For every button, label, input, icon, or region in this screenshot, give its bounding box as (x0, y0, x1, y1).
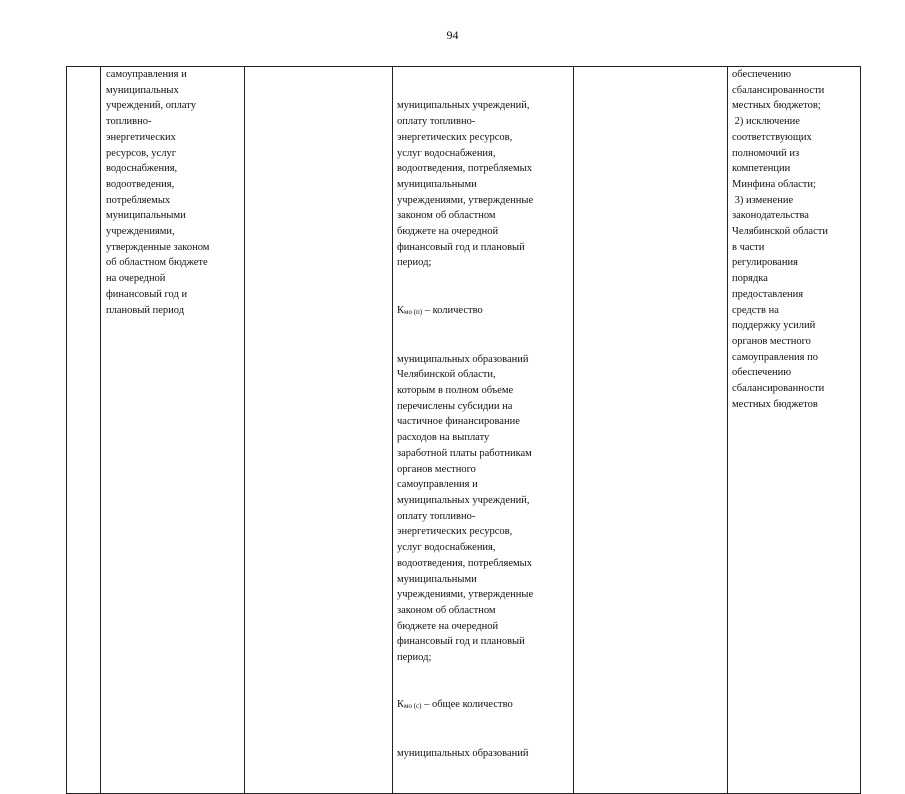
page-number: 94 (446, 28, 459, 42)
symbol-k-definition: – количество (422, 304, 483, 316)
table-cell-col5 (574, 67, 728, 794)
table-cell-col6 (728, 67, 861, 794)
col4-text (393, 67, 573, 793)
table-cell-col3 (245, 67, 393, 794)
symbol-k-main: К (397, 699, 405, 711)
table-row (67, 67, 861, 794)
col2-text: самоуправления и муниципальных учреждений, оплату топливно- энергетических ресурсов, услуг водоснабжения, водоотведения, потребляемых муниципальными учреждениями, утвержденные законом об областном бюджете на очередной финансовый год и плановый период (106, 69, 210, 316)
table-cell-col4 (393, 67, 574, 794)
document-table (66, 66, 861, 794)
col4-part1: муниципальных учреждений, оплату топливно- энергетических ресурсов, услуг водоснабжения, водоотведения, потребляемых муниципальными учреждениями, утвержденные законом об областном бюджете на очередной финансовый год и плановый период; (397, 100, 534, 269)
symbol-k-subscript: мо (п) (404, 307, 423, 316)
symbol-k-main: К (397, 304, 405, 316)
table-cell-col2 (101, 67, 245, 794)
symbol-k-subscript: мо (с) (404, 702, 422, 711)
col4-part2: муниципальных образований Челябинской области, которым в полном объеме перечислены субсидии на частичное финансирование расходов на выплату заработной платы работникам органов местного самоуправления и муниципальных учреждений, оплату топливно- энергетических ресурсов, услуг водоснабжения, водоотведения, потребляемых муниципальными учреждениями, утвержденные законом об областном бюджете на очередной финансовый год и плановый период; (397, 353, 534, 664)
col6-text: обеспечению сбалансированности местных бюджетов; 2) исключение соответствующих полномочий из компетенции Минфина области; 3) изменение законодательства Челябинской области в части регулирования порядка предоставления средств на поддержку усилий органов местного самоуправления по обеспечению сбалансированности местных бюджетов (732, 69, 828, 410)
col4-part3: муниципальных образований (397, 748, 529, 760)
symbol-k-mo-p (397, 303, 573, 321)
table-cell-col1 (67, 67, 101, 794)
symbol-k-mo-s (397, 697, 573, 715)
symbol-k-definition: – общее количество (421, 699, 513, 711)
